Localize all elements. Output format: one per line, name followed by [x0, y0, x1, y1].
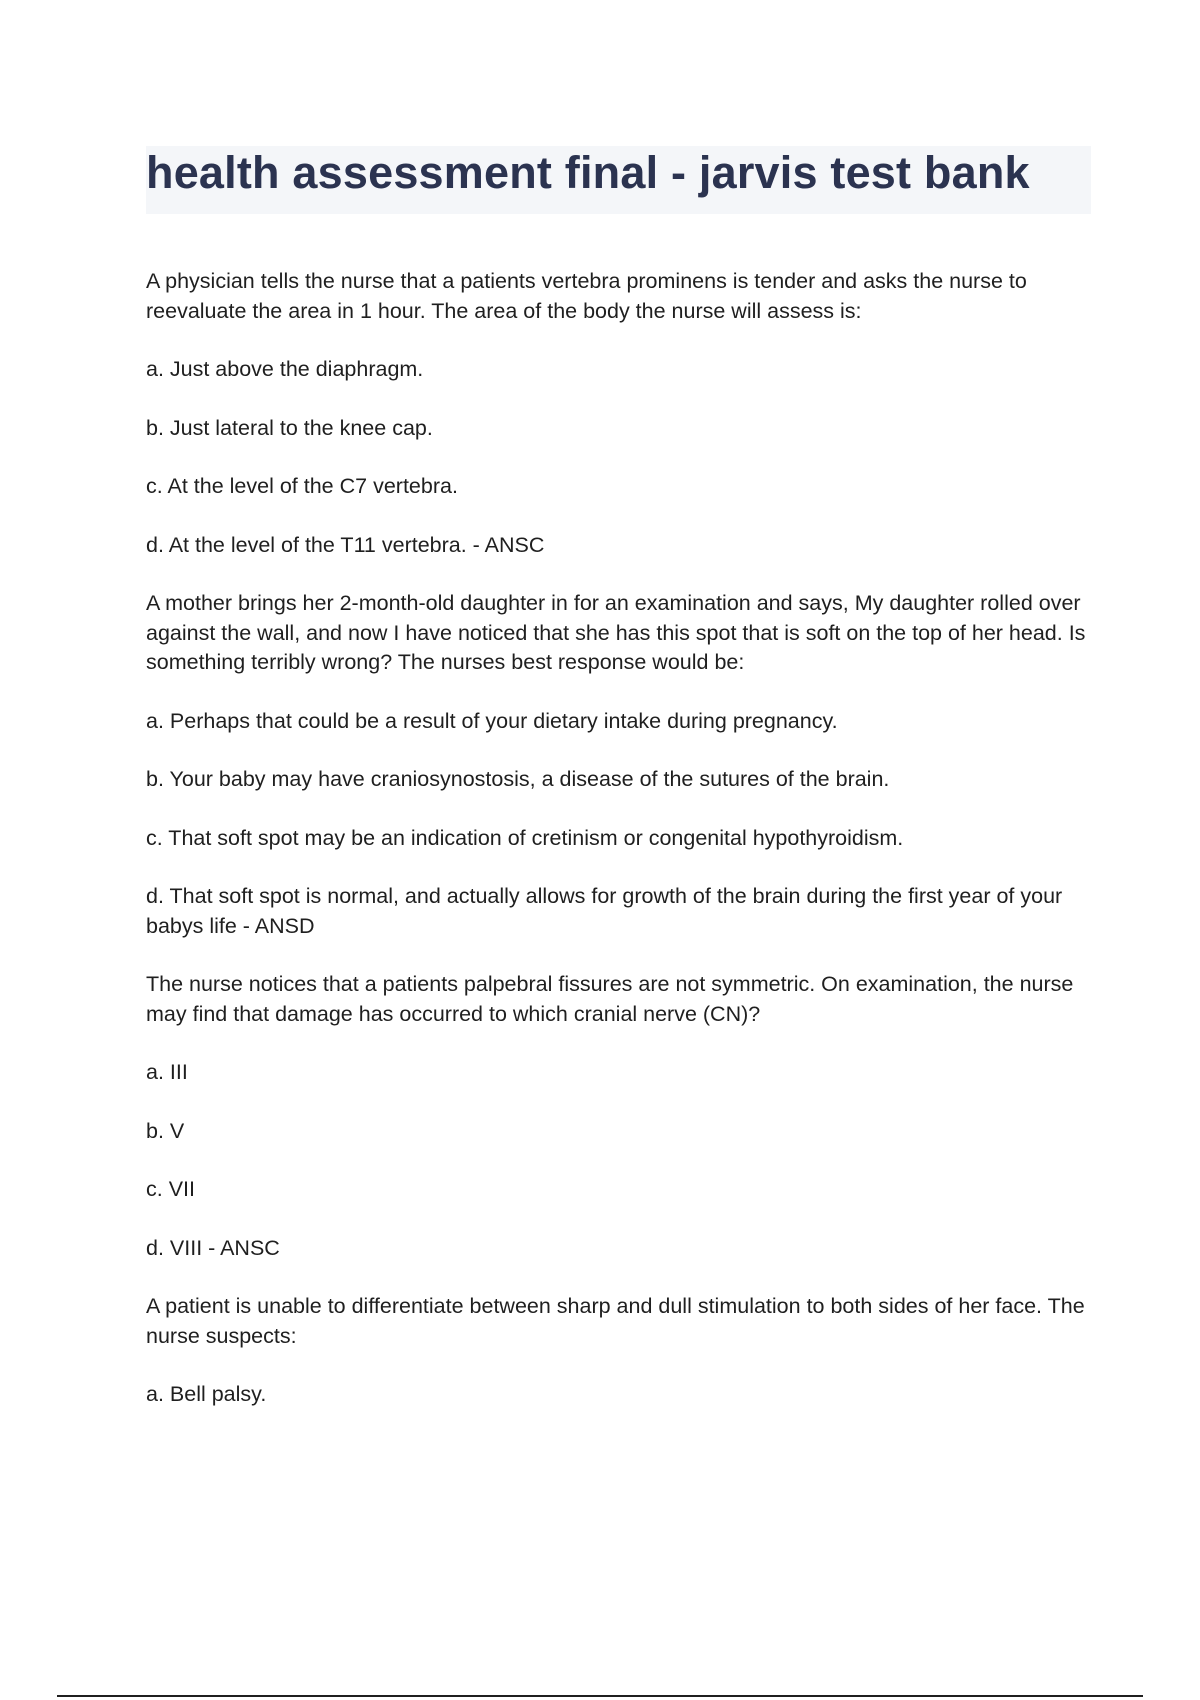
- document-body: [146, 267, 1091, 1439]
- answer-option: b. V: [146, 1118, 185, 1143]
- question-stem: A physician tells the nurse that a patients vertebra prominens is tender and asks the nurse to reevaluate the area in 1 hour. The area of the body the nurse will assess is:: [146, 269, 1027, 323]
- answer-option: b. Your baby may have craniosynostosis, a disease of the sutures of the brain.: [146, 767, 890, 791]
- answer-option: c. VII: [146, 1177, 195, 1201]
- answer-option: d. That soft spot is normal, and actually allows for growth of the brain during the first year of your babys life - ANSD: [146, 884, 1063, 938]
- answer-option: a. Bell palsy.: [146, 1382, 267, 1406]
- question-stem: The nurse notices that a patients palpebral fissures are not symmetric. On examination, the nurse may find that damage has occurred to which cranial nerve (CN)?: [146, 972, 1074, 1026]
- answer-option: d. At the level of the T11 vertebra. - ANSC: [146, 532, 545, 557]
- question-stem: A patient is unable to differentiate between sharp and dull stimulation to both sides of her face. The nurse suspects:: [146, 1294, 1085, 1348]
- answer-option: a. Perhaps that could be a result of your dietary intake during pregnancy.: [146, 708, 838, 733]
- answer-option: c. At the level of the C7 vertebra.: [146, 474, 458, 498]
- document-title: health assessment final - jarvis test bank: [146, 147, 1030, 198]
- answer-option: c. That soft spot may be an indication of cretinism or congenital hypothyroidism.: [146, 825, 904, 850]
- answer-option: a. III: [146, 1060, 188, 1084]
- answer-option: a. Just above the diaphragm.: [146, 357, 424, 381]
- answer-option: b. Just lateral to the knee cap.: [146, 415, 433, 440]
- answer-option: d. VIII - ANSC: [146, 1235, 280, 1260]
- footer-divider: [57, 1695, 1143, 1697]
- question-stem: A mother brings her 2-month-old daughter in for an examination and says, My daughter rolled over against the wall, and now I have noticed that she has this spot that is soft on the top of her head. Is something terribly wrong? The nurses best response would be:: [146, 591, 1086, 674]
